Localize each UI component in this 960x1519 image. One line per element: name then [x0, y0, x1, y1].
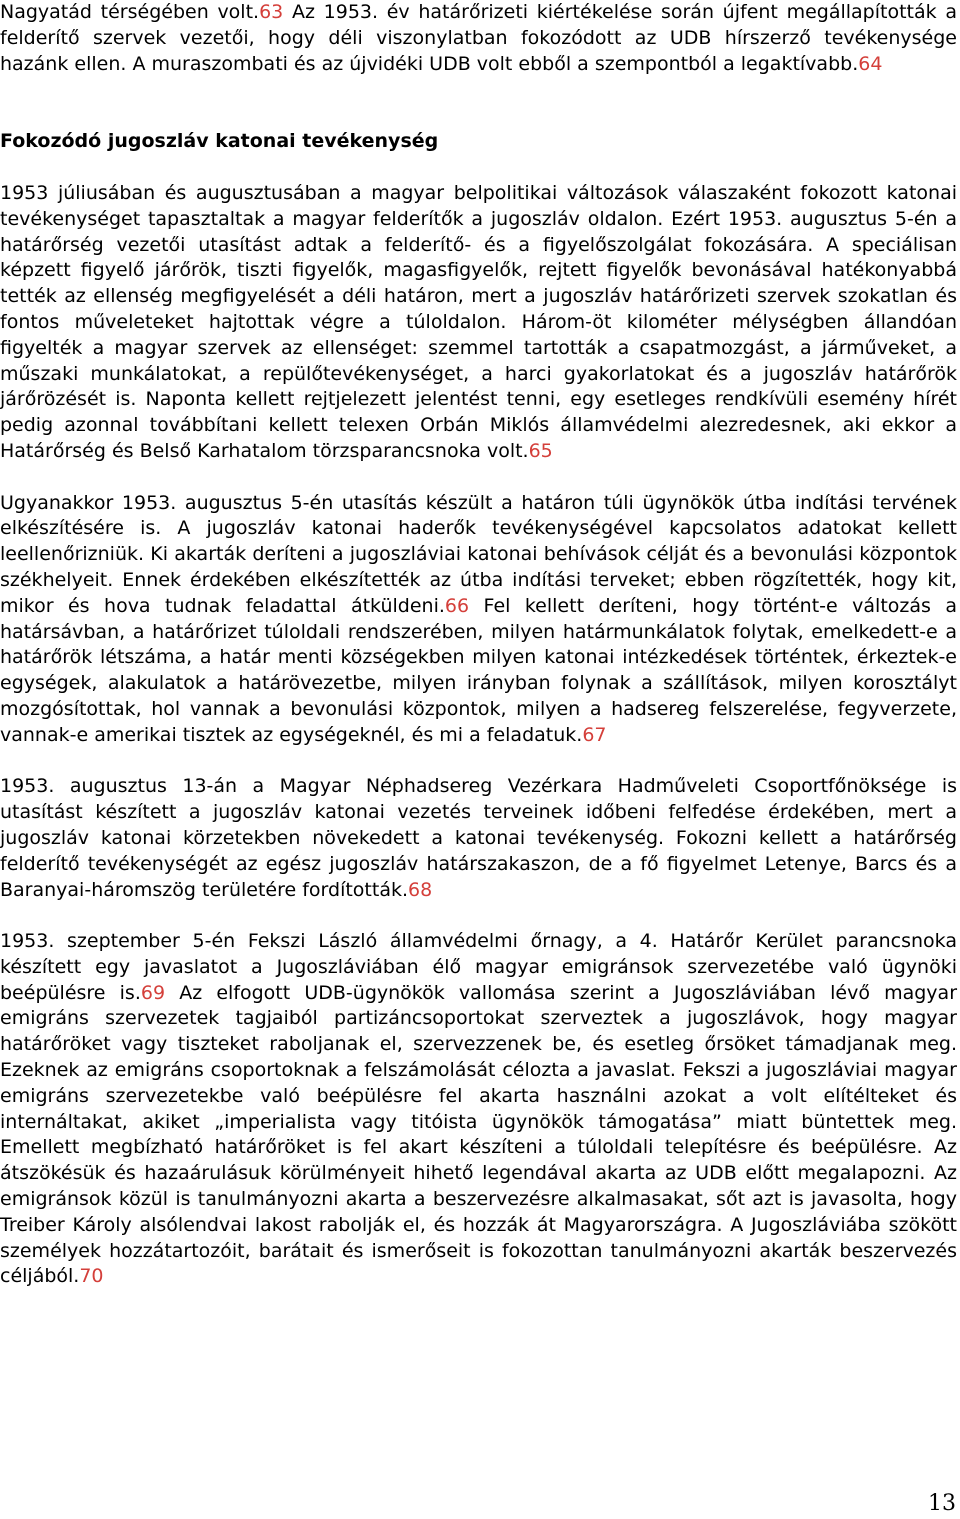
intro-text-cont: Az 1953. év határőrizeti kiértékelése során újfent megállapították a felderítő szervek vezetői, hogy déli viszonylatban fokozódott az UDB hírszerző tevékenysége hazánk ellen. A muraszombati és az újvidéki UDB volt ebből a szempontból a legaktívabb. — [0, 1, 957, 75]
page-number: 13 — [928, 1491, 956, 1516]
footnote-ref-67[interactable]: 67 — [582, 723, 607, 746]
intro-text: Nagyatád térségében volt. — [0, 1, 260, 23]
spacer — [0, 749, 957, 775]
paragraph-2-text-cont: Fel kellett deríteni, hogy történt-e változás a határsávban, a határőrizet túloldali rendszerében, milyen határmunkálatok folytak, emelkedett-e a határőrök létszáma, a határ menti községekben milyen katonai intézkedések történtek, érkeztek-e egységek, alakulatok a határövezetbe, milyen irányban folynak a szállítások, milyen korosztályt mozgósítottak, hol vannak a bevonulási központok, milyen a hadsereg felszerelése, fegyverzete, vannak-e amerikai tisztek az egységeknél, és mi a feladatuk. — [0, 594, 957, 746]
paragraph-4-text-cont: Az elfogott UDB-ügynökök vallomása szerint a Jugoszláviában lévő magyar emigráns szervezetek tagjaiból partizáncsoportokat szerveztek a jugoszlávok, hogy magyar határőröket vagy tiszteket raboljanak el, szervezzenek be, és esetleg őrsöket támadjanak meg. Ezeknek az emigráns csoportoknak a felszámolását célozta a javaslat. Fekszi a jugoszláviai magyar emigráns szervezetekbe való beépülésre fel akarta használni azokat a volt elítélteket és internáltakat, akiket „imperialista vagy titóista ügynökök támogatása” miatt büntettek meg. Emellett megbízható határőröket is fel akart készíteni a túloldali telepítésre és beépülésre. Az átszökésük és hazaárulásuk körülményeit hihető legendával akarta az UDB előtt megalapozni. Az emigránsok közül is tanulmányozni akarta a beszervezésre alkalmasakat, sőt azt is javasolta, hogy Treiber Károly alsólendvai lakost rabolják el, és hozzák át Magyarországra. A Jugoszláviába szökött személyek hozzátartozóit, barátait és ismerőseit is fokozottan tanulmányozni akarták beszervezés céljából. — [0, 981, 958, 1288]
intro-paragraph — [0, 0, 957, 77]
footnote-ref-69[interactable]: 69 — [140, 981, 166, 1004]
spacer — [0, 465, 957, 491]
section-heading: Fokozódó jugoszláv katonai tevékenység — [0, 130, 439, 153]
spacer — [0, 903, 957, 929]
paragraph-4 — [0, 929, 957, 1290]
footnote-ref-66[interactable]: 66 — [444, 594, 470, 617]
paragraph-1 — [0, 181, 957, 465]
spacer — [0, 77, 957, 129]
paragraph-4-text: 1953. szeptember 5-én Fekszi László államvédelmi őrnagy, a 4. Határőr Kerület parancsnoka készített egy javaslatot a Jugoszláviában élő magyar emigránsok szervezetébe való ügynöki beépülésre is. — [0, 930, 957, 1004]
footnote-ref-63[interactable]: 63 — [259, 1, 284, 23]
footnote-ref-64[interactable]: 64 — [858, 52, 883, 75]
paragraph-2-text: Ugyanakkor 1953. augusztus 5-én utasítás készült a határon túli ügynökök útba indítási tervének elkészítésére is. A jugoszláv katonai haderők tevékenységével kapcsolatos adatokat kellett leellenőrizniük. Ki akarták deríteni a jugoszláviai katonai behívások célját és a bevonulási központok székhelyeit. Ennek érdekében elkészítették az útba indítási terveket; ebben rögzítették, hogy kit, mikor és hova tudnak feladattal átküldeni. — [0, 491, 957, 617]
footnote-ref-68[interactable]: 68 — [408, 878, 433, 901]
footnote-ref-65[interactable]: 65 — [528, 439, 553, 462]
footnote-ref-70[interactable]: 70 — [79, 1265, 104, 1288]
paragraph-2 — [0, 491, 957, 749]
paragraph-3-text: 1953. augusztus 13-án a Magyar Néphadsereg Vezérkara Hadműveleti Csoportfőnöksége is utasítást készített a jugoszláv katonai vezetés terveinek időbeni felfedése érdekében, mert a jugoszláv katonai körzetekben növekedett a katonai tevékenység. Fokozni kellett a határőrség felderítő tevékenységét az egész jugoszláv határszakaszon, de a fő figyelmet Letenye, Barcs és a Baranyai-háromszög területére fordították. — [0, 775, 957, 901]
paragraph-3 — [0, 774, 957, 903]
paragraph-1-text: 1953 júliusában és augusztusában a magyar belpolitikai változások válaszaként fokozott katonai tevékenységet tapasztaltak a magyar felderítők a jugoszláv oldalon. Ezért 1953. augusztus 5-én a határőrség vezetői utasítást adtak a felderítő- és a figyelőszolgálat fokozására. A speciálisan képzett figyelő járőrök, tiszti figyelők, magasfigyelők, rejtett figyelők bevonásával hatékonyabbá tették az ellenség megfigyelését a déli határon, mert a jugoszláv határőrizeti szervek szokatlan és fontos műveleteket hajtottak végre a túloldalon. Három-öt kilométer mélységben állandóan figyelték a magyar szervek az ellenséget: szemmel tartották a csapatmozgást, a járműveket, a műszaki munkálatokat, a repülőtevékenységet, a harci gyakorlatokat és a jugoszláv határőrök járőrözését is. Naponta kellett rejtjelezett jelentést tenni, egy esetleges rendkívüli esemény hírét pedig azonnal továbbítani kellett telexen Orbán Miklós államvédelmi alezredesnek, aki ekkor a Határőrség és Belső Karhatalom törzsparancsnoka volt. — [0, 181, 957, 462]
spacer — [0, 155, 957, 181]
